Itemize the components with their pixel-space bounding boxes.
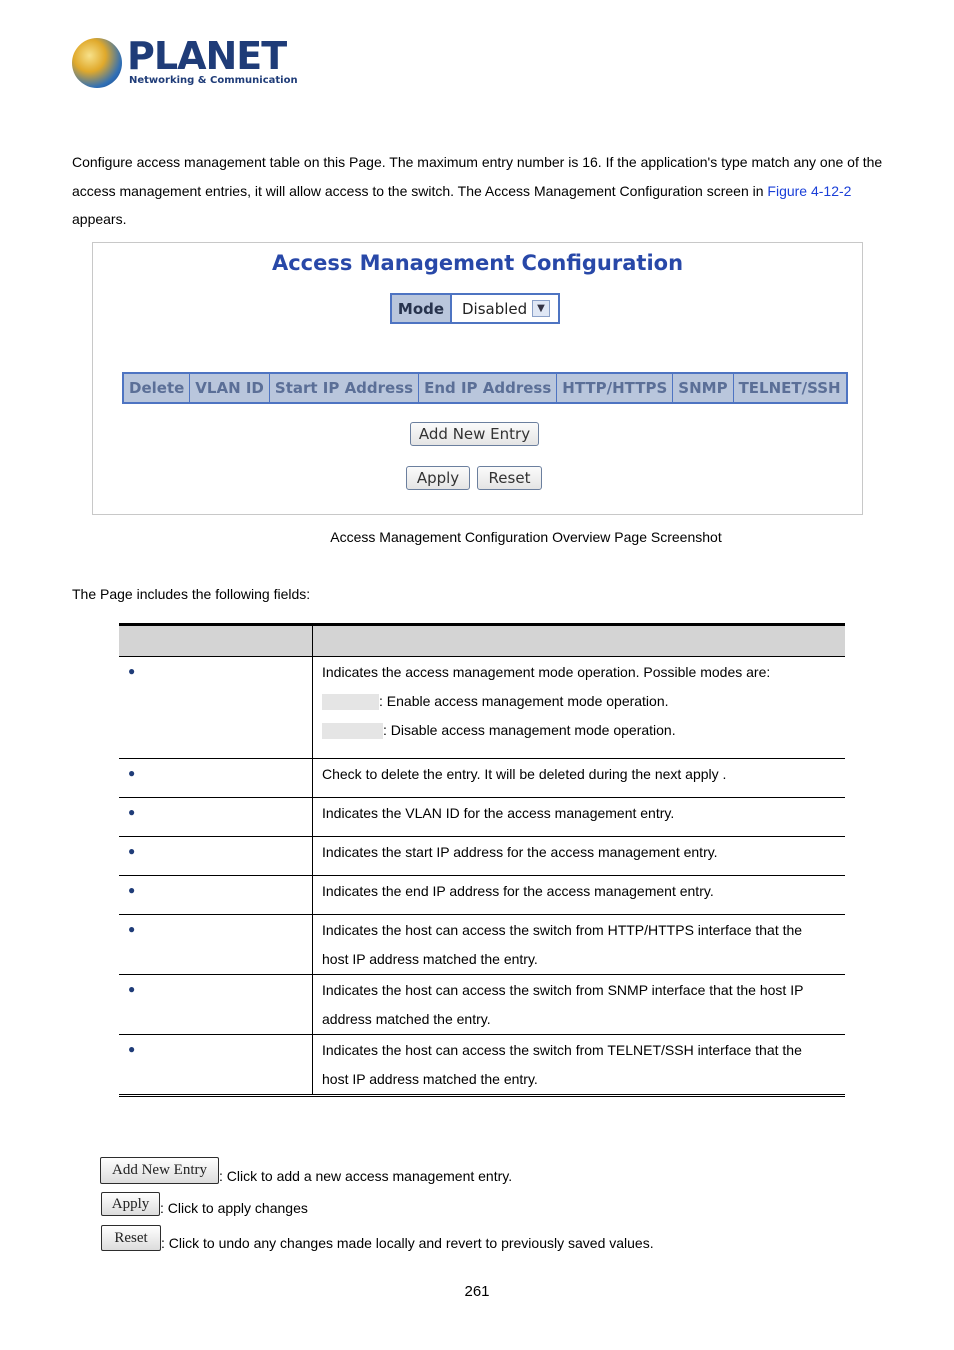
col-vlan-id: VLAN ID [190,373,270,403]
legend-reset-button[interactable]: Reset [101,1225,161,1251]
legend-reset [101,1225,654,1251]
fields-intro: The Page includes the following fields: [72,586,311,602]
bullet-icon: ● [128,1042,136,1056]
bullet-icon: ● [128,664,136,678]
legend-apply-button[interactable]: Apply [101,1192,160,1216]
col-start-ip: Start IP Address [269,373,418,403]
row-description: Indicates the host can access the switch from TELNET/SSH interface that the [322,1042,802,1058]
header-object-cell [119,625,313,657]
chevron-down-icon[interactable]: ▼ [532,300,550,317]
col-telnet-ssh: TELNET/SSH [733,373,847,403]
mode-control [390,293,560,324]
term-placeholder [322,723,383,739]
legend-apply-desc: : Click to apply changes [160,1200,308,1216]
config-screenshot [92,242,863,515]
fields-table-header [119,625,845,657]
planet-logo [72,34,298,92]
globe-icon [72,38,122,88]
bullet-icon: ● [128,805,136,819]
access-table-header [123,373,847,403]
figure-link[interactable]: Figure 4-12-2 [767,182,852,199]
fields-table [119,623,845,1097]
table-row [119,837,845,876]
col-delete: Delete [123,373,190,403]
add-new-entry-button[interactable]: Add New Entry [410,422,539,446]
row-description-disabled: : Disable access management mode operation. [322,716,845,745]
figure-caption: Access Management Configuration Overview Page Screenshot [330,529,722,545]
mode-value: Disabled [462,299,528,318]
row-description-cont: host IP address matched the entry. [322,951,538,967]
legend-add-desc: : Click to add a new access management entry. [219,1168,513,1184]
logo-brand: PLANET [127,34,287,78]
config-title: Access Management Configuration [271,251,684,275]
col-http-https: HTTP/HTTPS [557,373,673,403]
logo-tagline: Networking & Communication [129,75,298,86]
access-table [122,372,848,404]
row-description: Indicates the host can access the switch from SNMP interface that the host IP [322,982,804,998]
row-description: Indicates the start IP address for the access management entry. [322,844,718,860]
legend-add [100,1157,512,1184]
reset-button[interactable]: Reset [477,466,542,490]
row-description: Indicates the end IP address for the access management entry. [322,883,714,899]
table-row [119,657,845,759]
col-snmp: SNMP [673,373,733,403]
page-number: 261 [464,1283,490,1300]
col-end-ip: End IP Address [419,373,557,403]
table-row [119,1035,845,1096]
table-row [119,915,845,975]
term-placeholder [322,694,379,710]
row-description: Check to delete the entry. It will be deleted during the next apply . [322,766,727,782]
legend-add-button[interactable]: Add New Entry [100,1157,219,1184]
header-description-cell [313,625,846,657]
table-row [119,975,845,1035]
mode-select[interactable] [452,295,558,322]
row-description-cont: host IP address matched the entry. [322,1071,538,1087]
legend-reset-desc: : Click to undo any changes made locally and revert to previously saved values. [161,1235,654,1251]
intro-suffix: appears. [72,211,127,227]
row-description-cont: address matched the entry. [322,1011,491,1027]
row-description: Indicates the access management mode operation. Possible modes are: [322,664,771,680]
intro-text: Configure access management table on this Page. The maximum entry number is 16. If the application's type match any one of the access management entries, it will allow access to the switch. The Access Management Configuration screen in [72,154,883,199]
bullet-icon: ● [128,844,136,858]
bullet-icon: ● [128,922,136,936]
intro-paragraph [72,148,888,234]
bullet-icon: ● [128,766,136,780]
row-description-enabled: : Enable access management mode operation. [322,687,845,716]
mode-label: Mode [392,295,452,322]
table-row [119,876,845,915]
table-row [119,759,845,798]
apply-button[interactable]: Apply [406,466,470,490]
bullet-icon: ● [128,883,136,897]
table-row [119,798,845,837]
legend-apply [101,1192,308,1216]
row-description: Indicates the host can access the switch from HTTP/HTTPS interface that the [322,922,803,938]
row-description: Indicates the VLAN ID for the access management entry. [322,805,675,821]
bullet-icon: ● [128,982,136,996]
